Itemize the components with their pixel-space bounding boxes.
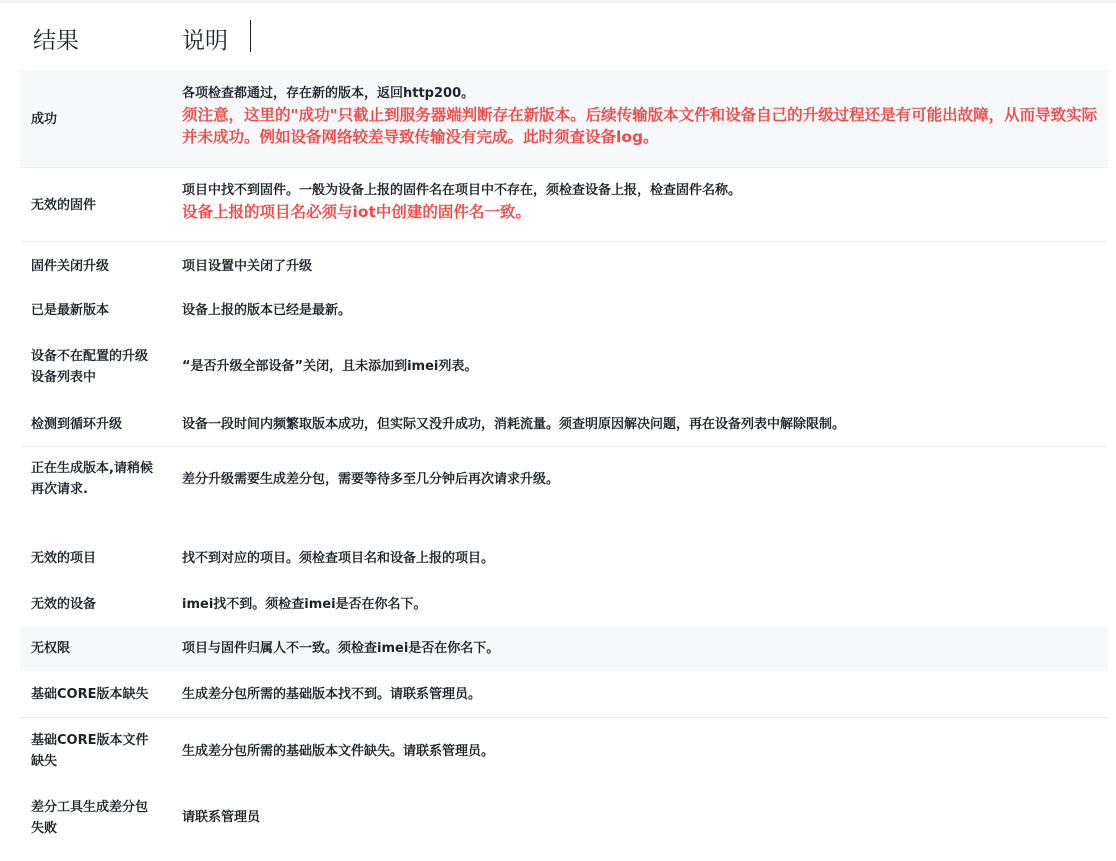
result-cell: 基础CORE版本文件缺失	[31, 733, 149, 769]
description-cell: 设备上报的版本已经是最新。	[182, 303, 352, 318]
result-cell: 检测到循环升级	[31, 417, 123, 432]
table-row	[20, 168, 1108, 242]
description-text: 各项检查都通过，存在新的版本，返回http200。	[182, 86, 475, 101]
result-cell: 成功	[31, 112, 58, 127]
description-cell: 生成差分包所需的基础版本找不到。请联系管理员。	[182, 687, 482, 702]
result-cell: 无效的固件	[31, 198, 97, 213]
table-row	[20, 626, 1108, 671]
description-cell: 生成差分包所需的基础版本文件缺失。请联系管理员。	[182, 744, 495, 759]
description-cell	[182, 181, 1102, 223]
table-row	[20, 287, 1108, 332]
table-row	[20, 447, 1108, 541]
result-cell: 基础CORE版本缺失	[31, 687, 149, 702]
description-cell: “是否升级全部设备”关闭，且未添加到imei列表。	[182, 359, 478, 374]
description-cell: 找不到对应的项目。须检查项目名和设备上报的项目。	[182, 551, 495, 566]
description-cell: 差分升级需要生成差分包，需要等待多至几分钟后再次请求升级。	[182, 472, 560, 487]
result-cell: 已是最新版本	[31, 303, 110, 318]
description-cell: 设备一段时间内频繁取版本成功，但实际又没升成功，消耗流量。须查明原因解决问题，再在设备列表中解除限制。	[182, 417, 846, 432]
warning-note: 设备上报的项目名必须与iot中创建的固件名一致。	[182, 203, 531, 221]
table-row	[20, 70, 1108, 168]
header-result: 结果	[33, 28, 79, 54]
text-cursor	[250, 20, 251, 52]
table-row	[20, 332, 1108, 402]
table-row	[20, 586, 1108, 626]
table-row	[20, 671, 1108, 718]
result-cell: 差分工具生成差分包失败	[31, 800, 149, 836]
table-row	[20, 402, 1108, 447]
table-row	[20, 788, 1108, 856]
result-cell: 无效的设备	[31, 597, 97, 612]
description-cell: 请联系管理员	[182, 810, 261, 825]
description-cell	[182, 84, 1102, 148]
description-cell: 项目设置中关闭了升级	[182, 259, 313, 274]
result-cell: 无效的项目	[31, 551, 97, 566]
description-cell: 项目与固件归属人不一致。须检查imei是否在你名下。	[182, 641, 500, 656]
result-cell: 正在生成版本,请稍候再次请求.	[31, 461, 153, 497]
result-cell: 无权限	[31, 641, 71, 656]
warning-note: 须注意，这里的"成功"只截止到服务器端判断存在新版本。后续传输版本文件和设备自己的升级过程还是有可能出故障，从而导致实际并未成功。例如设备网络较差导致传输没有完成。此时须查设备log。	[182, 106, 1098, 146]
result-cell: 固件关闭升级	[31, 259, 110, 274]
header-description[interactable]: 说明	[182, 28, 228, 54]
table-header	[20, 0, 1108, 70]
description-text: 项目中找不到固件。一般为设备上报的固件名在项目中不存在，须检查设备上报，检查固件名称。	[182, 183, 742, 198]
table-row	[20, 718, 1108, 788]
table-row	[20, 541, 1108, 586]
result-cell: 设备不在配置的升级设备列表中	[31, 349, 149, 385]
table-row	[20, 242, 1108, 287]
description-cell: imei找不到。须检查imei是否在你名下。	[182, 597, 427, 612]
